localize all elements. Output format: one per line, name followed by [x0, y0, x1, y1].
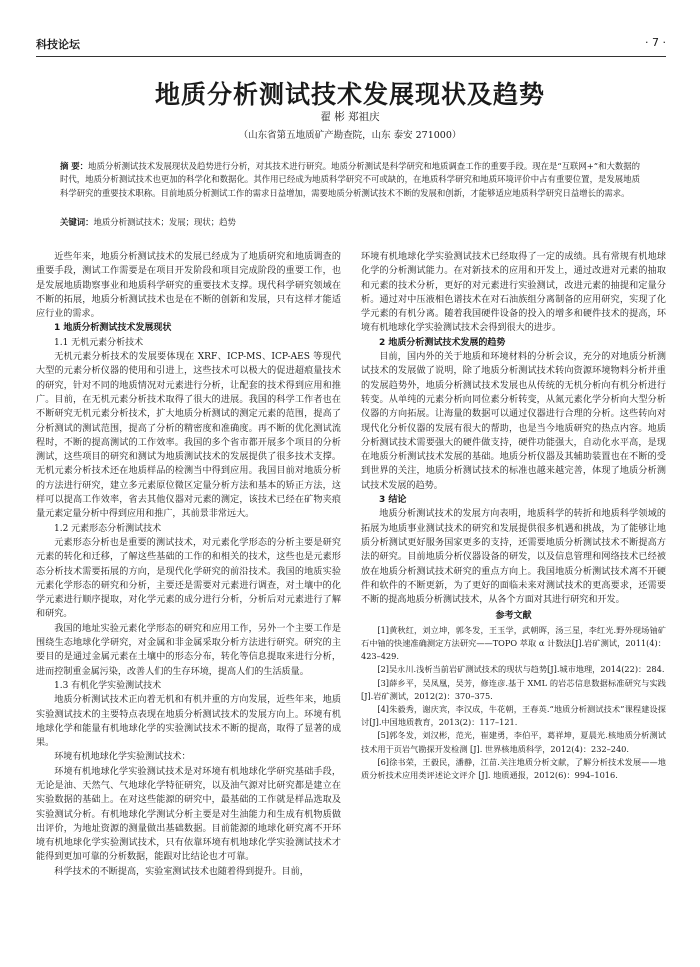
reference-item: [1]黄秋红，刘立坤，郭冬发，王玉学，武朝晖，汤三星，李红光.野外现场铀矿石中铀的快速准确测定方法研究——TOPO 萃取 α 计数法[J].岩矿测试，2011(4)：423–429.: [361, 624, 666, 662]
paragraph: 元素形态分析也是重要的测试技术，对元素化学形态的分析主要是研究元素的转化和迁移，了解这些基础的工作的和相关的技术，这些也是元素形态分析技术需要拓展的方向，是现代化学研究的前沿技术。我国的地质实验元素化学形态的研究和分析，主要还是需要对元素进行调查，对土壤中的化学元素进行顺序提取，对化学元素的成分进行分析，分析后对元素进行了解和研究。: [36, 537, 341, 620]
section-heading-2: 2 地质分析测试技术发展的趋势: [379, 337, 506, 348]
subsection-heading-1-2: 1.2 元素形态分析测试技术: [54, 523, 162, 534]
paragraph: 我国的地址实验元素化学形态的研究和应用工作，另外一个主要工作是围绕生态地球化学研究，对金属和非金属采取分析方法进行研究。研究的主要目的是通过金属元素在土壤中的形态分布，转化等信息提取来进行分析，进而控制重金属污染，改善人们的生存环境，提高人们的生活质量。: [36, 623, 341, 677]
paragraph: 目前，国内外的关于地质和环境材料的分析会议，充分的对地质分析测试技术的发展做了说明，除了地质分析测试技术转向资源环境物料分析并重的发展趋势外，地质分析测试技术发展也从传统的无机分析向有机分析进行转变。从单纯的元素分析向同位素分析转变，从氮元素化学分析向大型分析仪器的方向拓展。让海量的数据可以通过仪器进行合理的分析。这些转向对现代化分析仪器的发展有很大的帮助，也是当今地质研究的热点内容。地质分析测试技术需要强大的硬件做支持，硬件功能强大，自动化水平高，是现在地质分析测试技术发展的基础。地质分析仪器及其辅助装置也在不断的受到世界的关注，地质分析测试技术的标准也越来越完善，体现了地质分析测试技术发展的趋势。: [361, 352, 666, 491]
abstract-text: 地质分析测试技术发展现状及趋势进行分析，对其技术进行研究。地质分析测试是科学研究和地质调查工作的重要手段。现在是“互联网+”和大数据的时代，地质分析测试技术也更加的科学化和数据化。其作用已经成为地质科学研究不可或缺的，在地质科学研究和地质环境评价中占有重要位置，是发展地质科学研究的重要技术职称。目前地质分析测试工作的需求日益增加，需要地质分析测试技术不断的发展和创新，才能够适应地质科学研究日益增长的需求。: [60, 161, 640, 198]
running-head: [36, 36, 666, 56]
intro-paragraph: 近些年来，地质分析测试技术的发展已经成为了地质研究和地质调查的重要手段，测试工作需要是在项目开发阶段和项目完成阶段的重要工作，也是发展地质勘察事业和地质科学研究的重要技术支撑。现代科学研究领域在不断的拓展，地质分析测试技术也是在不断的创新和发展，只有这样才能适应行业的需求。: [36, 252, 341, 320]
reference-item: [3]薛乡平，吴凤凰，吴芳，修连彦.基于 XML 的岩芯信息数据标准研究与实践[J].岩矿测试，2012(2)：370–375.: [361, 677, 666, 701]
section-heading-3: 3 结论: [379, 495, 407, 506]
paragraph: 环境有机地球化学实验测试技术已经取得了一定的成绩。具有常规有机地球化学的分析测试能力。在对新技术的应用和开发上，通过改进对元素的抽取和元素的技术分析，更好的对元素进行实验测试，改进元素的抽提和定量分析。通过对中压液相色谱技术在对石油族组分离制备的应用研究，实现了化学元素的有机分离。随着我国硬件设备的投入的增多和硬件技术的提高，环境有机地球化学实验测试技术会得到很大的进步。: [361, 252, 666, 334]
right-column: [361, 250, 666, 782]
reference-item: [6]徐书荣，王毅民，潘静，江苗.关注地质分析文献，了解分析技术发展——地质分析技术应用类评述论文评介 [J]. 地质通报，2012(6)：994–1016.: [361, 756, 666, 780]
reference-list: [361, 624, 666, 782]
authors: 翟 彬 郑祖庆: [320, 111, 380, 123]
reference-item: [5]郭冬发，刘汉彬，范光，崔建勇，李伯平，葛祥坤，夏晨光.核地质分析测试技术用于页岩气勘探开发检测 [J]. 世界核地质科学，2012(4)：232–240.: [361, 730, 666, 754]
abstract-label: 摘 要：: [60, 161, 89, 171]
paragraph: 环境有机地球化学实验测试技术是对环境有机地球化学研究基础手段，无论是油、天然气、气地球化学特征研究，以及油气源对比研究都是建立在实验数据的基础上。在对这些能源的研究中，最基础的工作就是样品选取及实验测试分析。有机地球化学测试分析主要是对生油能力和生成有机物质做出评价，为地址资源的测量做出基础数据。目前能源的地球化研究离不开环境有机地球化学实验测试技术，只有依靠环境有机地球化学实验测试技术才能得到更加可靠的分析数据，能跟对比结论也才可靠。: [36, 766, 341, 863]
paragraph: 地质分析测试技术的发展方向表明，地质科学的转折和地质科学领域的拓展为地质事业测试技术的研究和发展提供很多机遇和挑战，为了能够让地质分析测试更好服务国家更多的支持，还需要地质分析测试技术不断提高方法的研究。目前地质分析仪器设备的研发，以及信息管理和网络技术已经被放在地质分析测试技术研究的重点方向上。我国地质分析测试技术离不开硬件和软件的不断更新，为了更好的面临未来对测试技术的更高要求，还需要不断的提高地质分析测试技术，从各个方面对其进行研究和开发。: [361, 509, 666, 606]
reference-item: [2]吴永川.浅析当前岩矿测试技术的现状与趋势[J].城市地理，2014(22)：284.: [377, 664, 665, 675]
subsection-heading-1-3: 1.3 有机化学实验测试技术: [54, 680, 162, 691]
keywords-text: 地质分析测试技术；发展；现状；趋势: [93, 217, 236, 227]
section-heading-1: 1 地质分析测试技术发展现状: [54, 323, 172, 334]
left-column: [36, 250, 341, 879]
paragraph: 环境有机地球化学实验测试技术：: [54, 752, 191, 763]
affiliation: （山东省第五地质矿产勘查院，山东 泰安 271000）: [238, 130, 462, 141]
article-title: 地质分析测试技术发展现状及趋势: [154, 80, 545, 109]
header-rule: [36, 56, 666, 57]
references-heading: 参考文献: [495, 611, 532, 622]
journal-name: 科技论坛: [36, 38, 80, 51]
paragraph: 科学技术的不断提高，实验室测试技术也随着得到提升。目前，: [54, 866, 309, 877]
page-number: · 7 ·: [645, 36, 666, 49]
paragraph: 无机元素分析技术的发展要体现在 XRF、ICP-MS、ICP-AES 等现代大型的元素分析仪器的使用和引进上，这些技术可以极大的促进超痕量技术的研究，针对不同的地质情况对元素进行分析，让配套的技术得到应用和推广。目前，在无机元素分析技术取得了很大的进展。我国的科学工作者也在不断研究无机元素分析技术，扩大地质分析测试的测定元素的范围，提高了分析测试的测试范围，提高了分析的精密度和准确度。再不断的优化测试流程时，不断的提高测试的工作效率。我国的多个省市都开展多个项目的分析测试，这些项目的研究和测试为地质测试技术的发展提供了很多技术支撑。无机元素分析技术还在地质样品的检测当中得到应用。我国目前对地质分析的方法进行研究，建立多元素原位微区定量分析方法和基本的矫正方法，这样可以提高工作效率，省去其他仪器对元素的测定，该技术已经在矿物夹痕量元素定量分析中得到应用和推广，其前景非常远大。: [36, 352, 341, 520]
keywords-label: 关键词：: [60, 217, 94, 227]
paragraph: 地质分析测试技术正向着无机和有机并重的方向发展，近些年来，地质实验测试技术的主要特点表现在地质分析测试技术的发展方向上。环境有机地球化学和能量有机地球化学的实验测试技术不断的提高，取得了显著的成果。: [36, 695, 341, 749]
keywords: [60, 216, 640, 229]
subsection-heading-1-1: 1.1 无机元素分析技术: [54, 337, 144, 348]
abstract: [60, 160, 640, 200]
reference-item: [4]朱毅秀，谢庆宾，李汉成，牛花朝，王春英.“地质分析测试技术”课程建设探讨[J].中国地质教育，2013(2)：117–121.: [361, 703, 666, 728]
